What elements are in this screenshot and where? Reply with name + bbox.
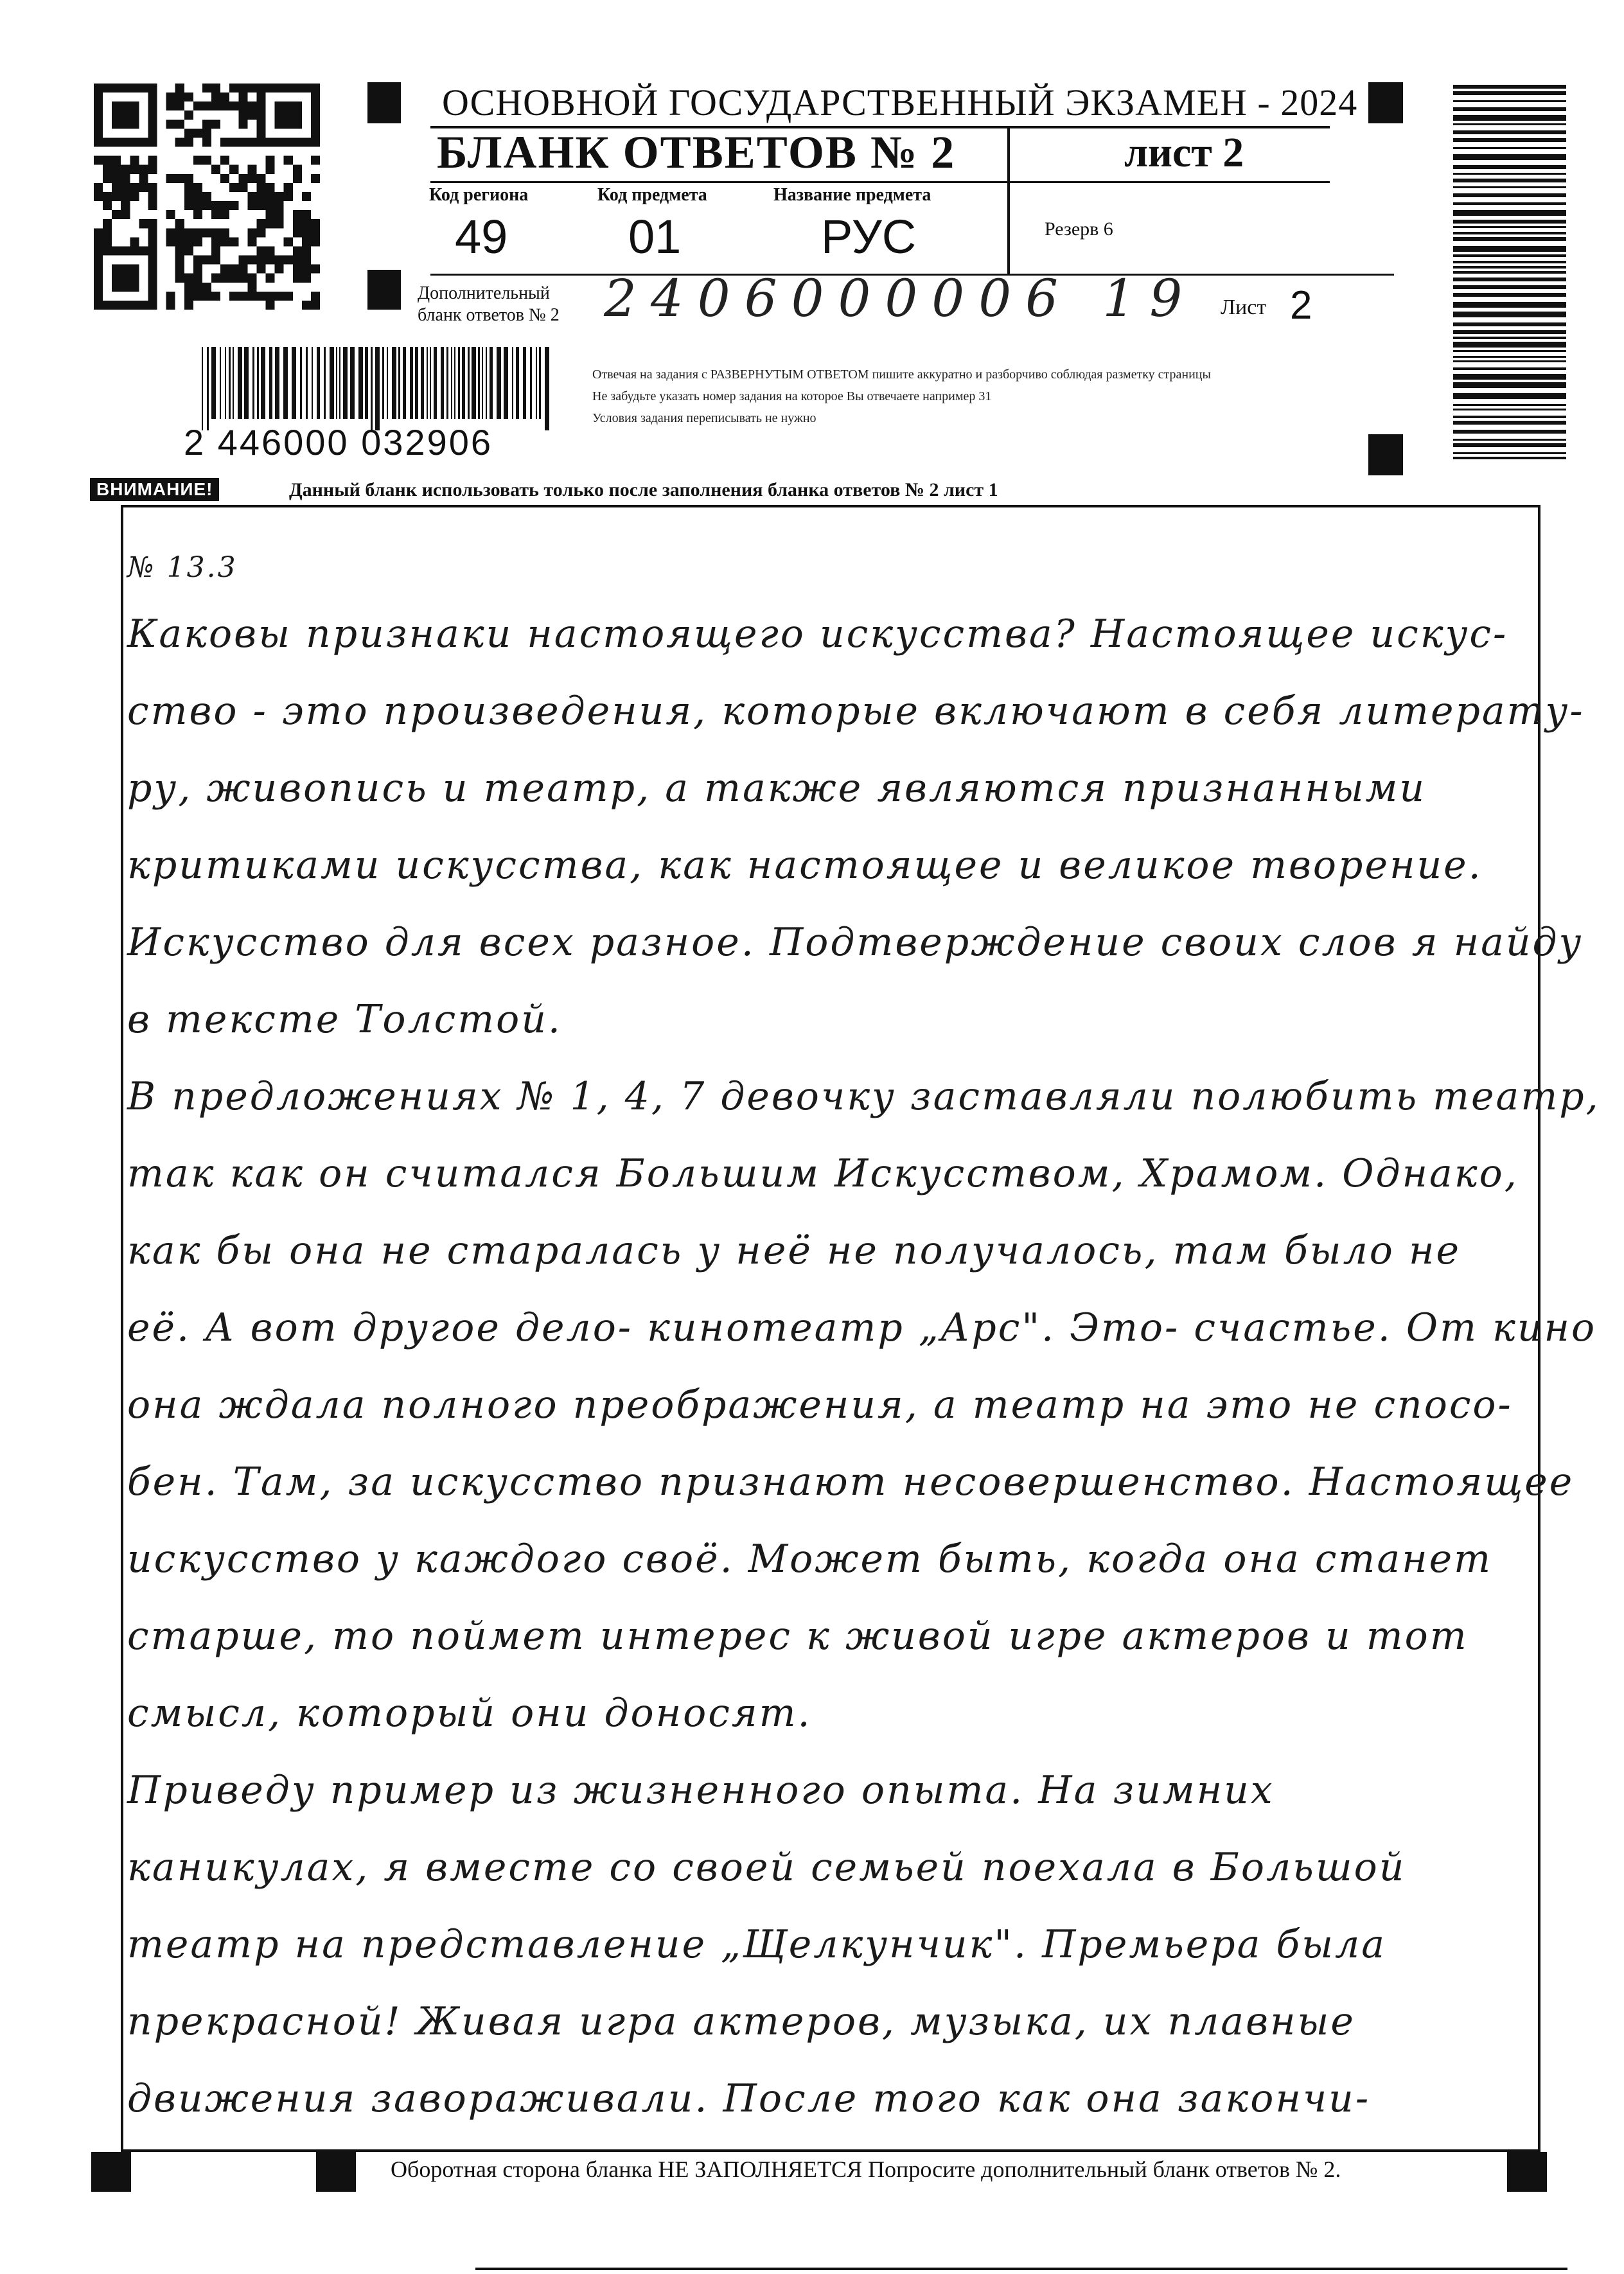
answer-line: так как он считался Большим Искусством, Храмом. Однако,	[127, 1151, 1519, 1196]
subject-name-caption: Название предмета	[773, 185, 931, 205]
answer-line: её. А вот другое дело- кинотеатр „Арс". Это- счастье. От кино	[127, 1305, 1597, 1350]
header-divider	[1007, 126, 1010, 275]
attention-badge: ВНИМАНИЕ!	[90, 478, 219, 501]
answer-line: Приведу пример из жизненного опыта. На зимних	[127, 1768, 1275, 1813]
answer-line: как бы она не старалась у неё не получалось, там было не	[127, 1228, 1461, 1273]
instruction-line: Условия задания переписывать не нужно	[592, 411, 816, 425]
answer-line: в тексте Толстой.	[127, 997, 562, 1042]
registration-marker	[1507, 2152, 1547, 2192]
registration-marker	[367, 82, 401, 123]
answer-line: бен. Там, за искусство признают несовершенство. Настоящее	[127, 1459, 1575, 1504]
answer-line: ство - это произведения, которые включают в себя литерату-	[127, 689, 1585, 734]
answer-line: критиками искусства, как настоящее и великое творение.	[127, 843, 1483, 888]
additional-sheet-number: 2406000006 19	[604, 269, 1197, 328]
additional-sheet-label-line: бланк ответов № 2	[418, 305, 560, 325]
header-rule	[430, 181, 1330, 183]
additional-sheet-label	[418, 283, 610, 326]
answer-line: она ждала полного преображения, а театр на это не спосо-	[127, 1382, 1513, 1427]
barcode-icon	[202, 347, 555, 430]
list-value: 2	[1290, 283, 1312, 328]
answer-line: прекрасной! Живая игра актеров, музыка, их плавные	[127, 1999, 1355, 2044]
task-number: № 13.3	[127, 551, 238, 584]
bottom-rule	[475, 2268, 1567, 2270]
exam-title: ОСНОВНОЙ ГОСУДАРСТВЕННЫЙ ЭКЗАМЕН - 2024	[442, 82, 1358, 123]
additional-sheet-label-line: Дополнительный	[418, 283, 550, 303]
answer-line: Каковы признаки настоящего искусства? Настоящее искус-	[127, 612, 1508, 657]
instructions	[592, 364, 1427, 429]
vertical-barcode-icon	[1453, 85, 1566, 464]
answer-line: старше, то поймет интерес к живой игре актеров и тот	[127, 1614, 1469, 1659]
qr-code	[94, 84, 320, 310]
subject-name-value: РУС	[821, 210, 917, 263]
registration-marker	[1368, 434, 1403, 475]
answer-line: искусство у каждого своё. Может быть, когда она станет	[127, 1537, 1493, 1582]
answer-line: театр на представление „Щелкунчик". Премьера была	[127, 1922, 1386, 1967]
form-title: БЛАНК ОТВЕТОВ № 2	[437, 127, 956, 178]
registration-marker	[91, 2152, 131, 2192]
subject-code-caption: Код предмета	[597, 185, 707, 205]
registration-marker	[367, 270, 401, 310]
answer-line: ру, живопись и театр, а также являются признанными	[127, 766, 1427, 811]
region-code-value: 49	[455, 210, 508, 263]
sheet-label: лист 2	[1124, 129, 1244, 176]
answer-line: движения завораживали. После того как она закончи-	[127, 2076, 1371, 2121]
subject-code-value: 01	[628, 210, 682, 263]
instruction-line: Отвечая на задания с РАЗВЕРНУТЫМ ОТВЕТОМ пишите аккуратно и разборчиво соблюдая разметку страницы	[592, 367, 1211, 382]
registration-marker	[1368, 82, 1403, 123]
answer-line: смысл, который они доносят.	[127, 1691, 812, 1736]
list-label: Лист	[1221, 295, 1267, 319]
answer-line: каникулах, я вместе со своей семьей поехала в Большой	[127, 1845, 1406, 1890]
registration-marker	[316, 2152, 356, 2192]
footer-note: Оборотная сторона бланка НЕ ЗАПОЛНЯЕТСЯ Попросите дополнительный бланк ответов № 2.	[391, 2156, 1341, 2182]
instruction-line: Не забудьте указать номер задания на которое Вы отвечаете например 31	[592, 389, 992, 403]
answer-line: Искусство для всех разное. Подтверждение своих слов я найду	[127, 920, 1584, 965]
reserve-field: Резерв 6	[1045, 218, 1113, 240]
answer-line: В предложениях № 1, 4, 7 девочку заставляли полюбить театр,	[127, 1074, 1600, 1119]
barcode-number: 2 446000 032906	[184, 422, 493, 463]
attention-text: Данный бланк использовать только после заполнения бланка ответов № 2 лист 1	[289, 479, 998, 500]
region-code-caption: Код региона	[429, 185, 529, 205]
